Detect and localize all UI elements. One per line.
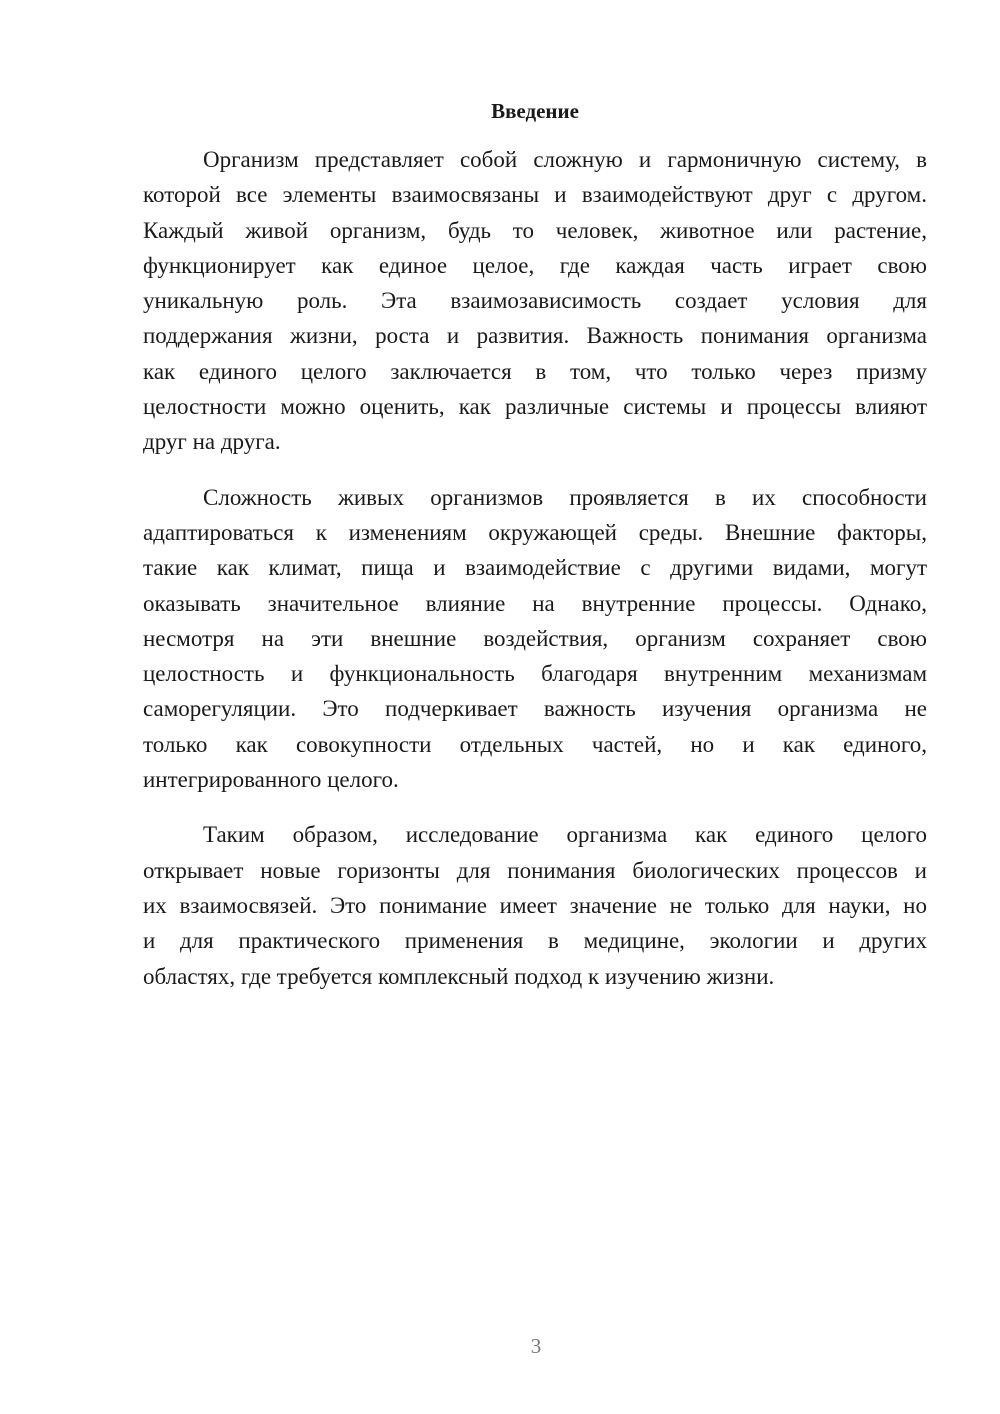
text-line: адаптироваться к изменениям окружающей среды. Внешние факторы, (143, 519, 927, 545)
text-line: несмотря на эти внешние воздействия, организм сохраняет свою (143, 625, 927, 651)
text-line: Сложность живых организмов проявляется в их способности (203, 484, 927, 510)
text-line: функционирует как единое целое, где каждая часть играет свою (143, 252, 927, 278)
text-line: которой все элементы взаимосвязаны и взаимодействуют друг с другом. (143, 182, 927, 208)
text-line: Организм представляет собой сложную и гармоничную систему, в (203, 147, 927, 172)
document-body (143, 142, 927, 1014)
text-line: только как совокупности отдельных частей, но и как единого, (143, 731, 927, 757)
text-line: Таким образом, исследование организма как единого целого (203, 822, 927, 848)
paragraph (143, 480, 927, 798)
text-line: оказывать значительное влияние на внутренние процессы. Однако, (143, 590, 927, 616)
page-number: 3 (530, 1334, 542, 1358)
text-line: Каждый живой организм, будь то человек, животное или растение, (143, 217, 927, 243)
text-line: целостность и функциональность благодаря внутренним механизмам (143, 661, 927, 687)
paragraph (143, 817, 927, 993)
text-line: интегрированного целого. (143, 767, 399, 793)
text-line: такие как климат, пища и взаимодействие с другими видами, могут (143, 555, 927, 581)
text-line: саморегуляции. Это подчеркивает важность изучения организма не (143, 696, 927, 722)
text-line: уникальную роль. Эта взаимозависимость создает условия для (143, 288, 927, 314)
text-line: их взаимосвязей. Это понимание имеет значение не только для науки, но (143, 892, 927, 918)
section-title: Введение (491, 99, 579, 123)
text-line: и для практического применения в медицине, экологии и других (143, 928, 927, 954)
text-line: областях, где требуется комплексный подход к изучению жизни. (143, 963, 775, 989)
text-line: как единого целого заключается в том, что только через призму (143, 358, 927, 384)
text-line: целостности можно оценить, как различные системы и процессы влияют (143, 394, 927, 420)
text-line: друг на друга. (143, 429, 281, 455)
text-line: открывает новые горизонты для понимания биологических процессов и (143, 857, 927, 883)
paragraph (143, 142, 927, 460)
text-line: поддержания жизни, роста и развития. Важность понимания организма (143, 323, 927, 349)
